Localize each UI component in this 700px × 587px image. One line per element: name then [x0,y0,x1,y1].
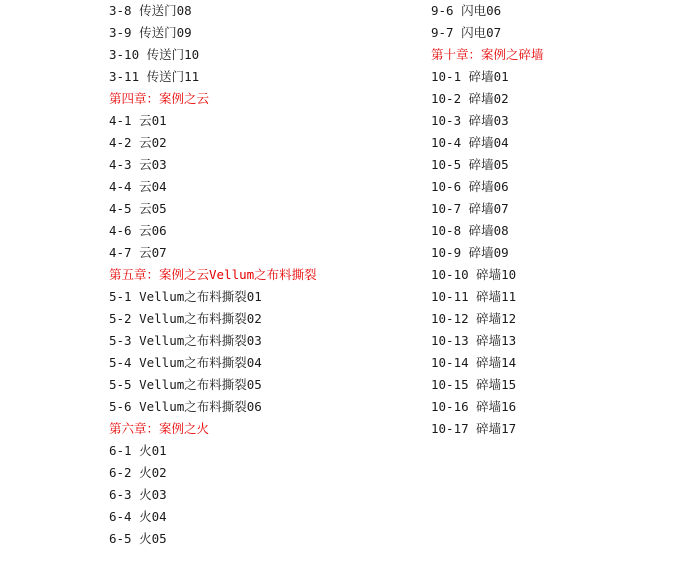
toc-entry: 10-17 碎墙17 [431,421,517,436]
toc-right-column [431,0,544,440]
toc-entry: 10-1 碎墙01 [431,69,509,84]
toc-entry: 10-11 碎墙11 [431,289,517,304]
chapter-heading: 第四章：案例之云 [109,91,210,106]
toc-entry: 10-14 碎墙14 [431,355,517,370]
toc-entry: 5-6 Vellum之布料撕裂06 [109,399,262,414]
toc-entry: 10-5 碎墙05 [431,157,509,172]
toc-entry: 10-16 碎墙16 [431,399,517,414]
toc-entry: 5-1 Vellum之布料撕裂01 [109,289,262,304]
toc-entry: 6-1 火01 [109,443,167,458]
toc-entry: 10-2 碎墙02 [431,91,509,106]
toc-entry: 10-12 碎墙12 [431,311,517,326]
toc-entry: 9-7 闪电07 [431,25,502,40]
toc-left-column [109,0,317,550]
toc-entry: 6-2 火02 [109,465,167,480]
toc-entry: 4-3 云03 [109,157,167,172]
toc-entry: 10-3 碎墙03 [431,113,509,128]
toc-entry: 4-5 云05 [109,201,167,216]
toc-entry: 10-10 碎墙10 [431,267,517,282]
toc-entry: 10-9 碎墙09 [431,245,509,260]
chapter-heading: 第六章：案例之火 [109,421,210,436]
toc-entry: 6-5 火05 [109,531,167,546]
toc-entry: 5-4 Vellum之布料撕裂04 [109,355,262,370]
toc-entry: 3-10 传送门10 [109,47,200,62]
toc-entry: 4-4 云04 [109,179,167,194]
toc-entry: 10-8 碎墙08 [431,223,509,238]
toc-entry: 5-5 Vellum之布料撕裂05 [109,377,262,392]
toc-entry: 3-9 传送门09 [109,25,192,40]
toc-entry: 10-15 碎墙15 [431,377,517,392]
toc-entry: 4-7 云07 [109,245,167,260]
toc-entry: 4-2 云02 [109,135,167,150]
toc-entry: 5-3 Vellum之布料撕裂03 [109,333,262,348]
toc-entry: 6-4 火04 [109,509,167,524]
toc-entry: 4-1 云01 [109,113,167,128]
chapter-heading: 第十章：案例之碎墙 [431,47,544,62]
toc-entry: 3-8 传送门08 [109,3,192,18]
toc-entry: 10-13 碎墙13 [431,333,517,348]
toc-entry: 4-6 云06 [109,223,167,238]
toc-entry: 6-3 火03 [109,487,167,502]
toc-entry: 5-2 Vellum之布料撕裂02 [109,311,262,326]
toc-entry: 10-6 碎墙06 [431,179,509,194]
toc-entry: 10-4 碎墙04 [431,135,509,150]
chapter-heading: 第五章：案例之云Vellum之布料撕裂 [109,267,317,282]
toc-entry: 10-7 碎墙07 [431,201,509,216]
toc-entry: 9-6 闪电06 [431,3,502,18]
toc-entry: 3-11 传送门11 [109,69,200,84]
